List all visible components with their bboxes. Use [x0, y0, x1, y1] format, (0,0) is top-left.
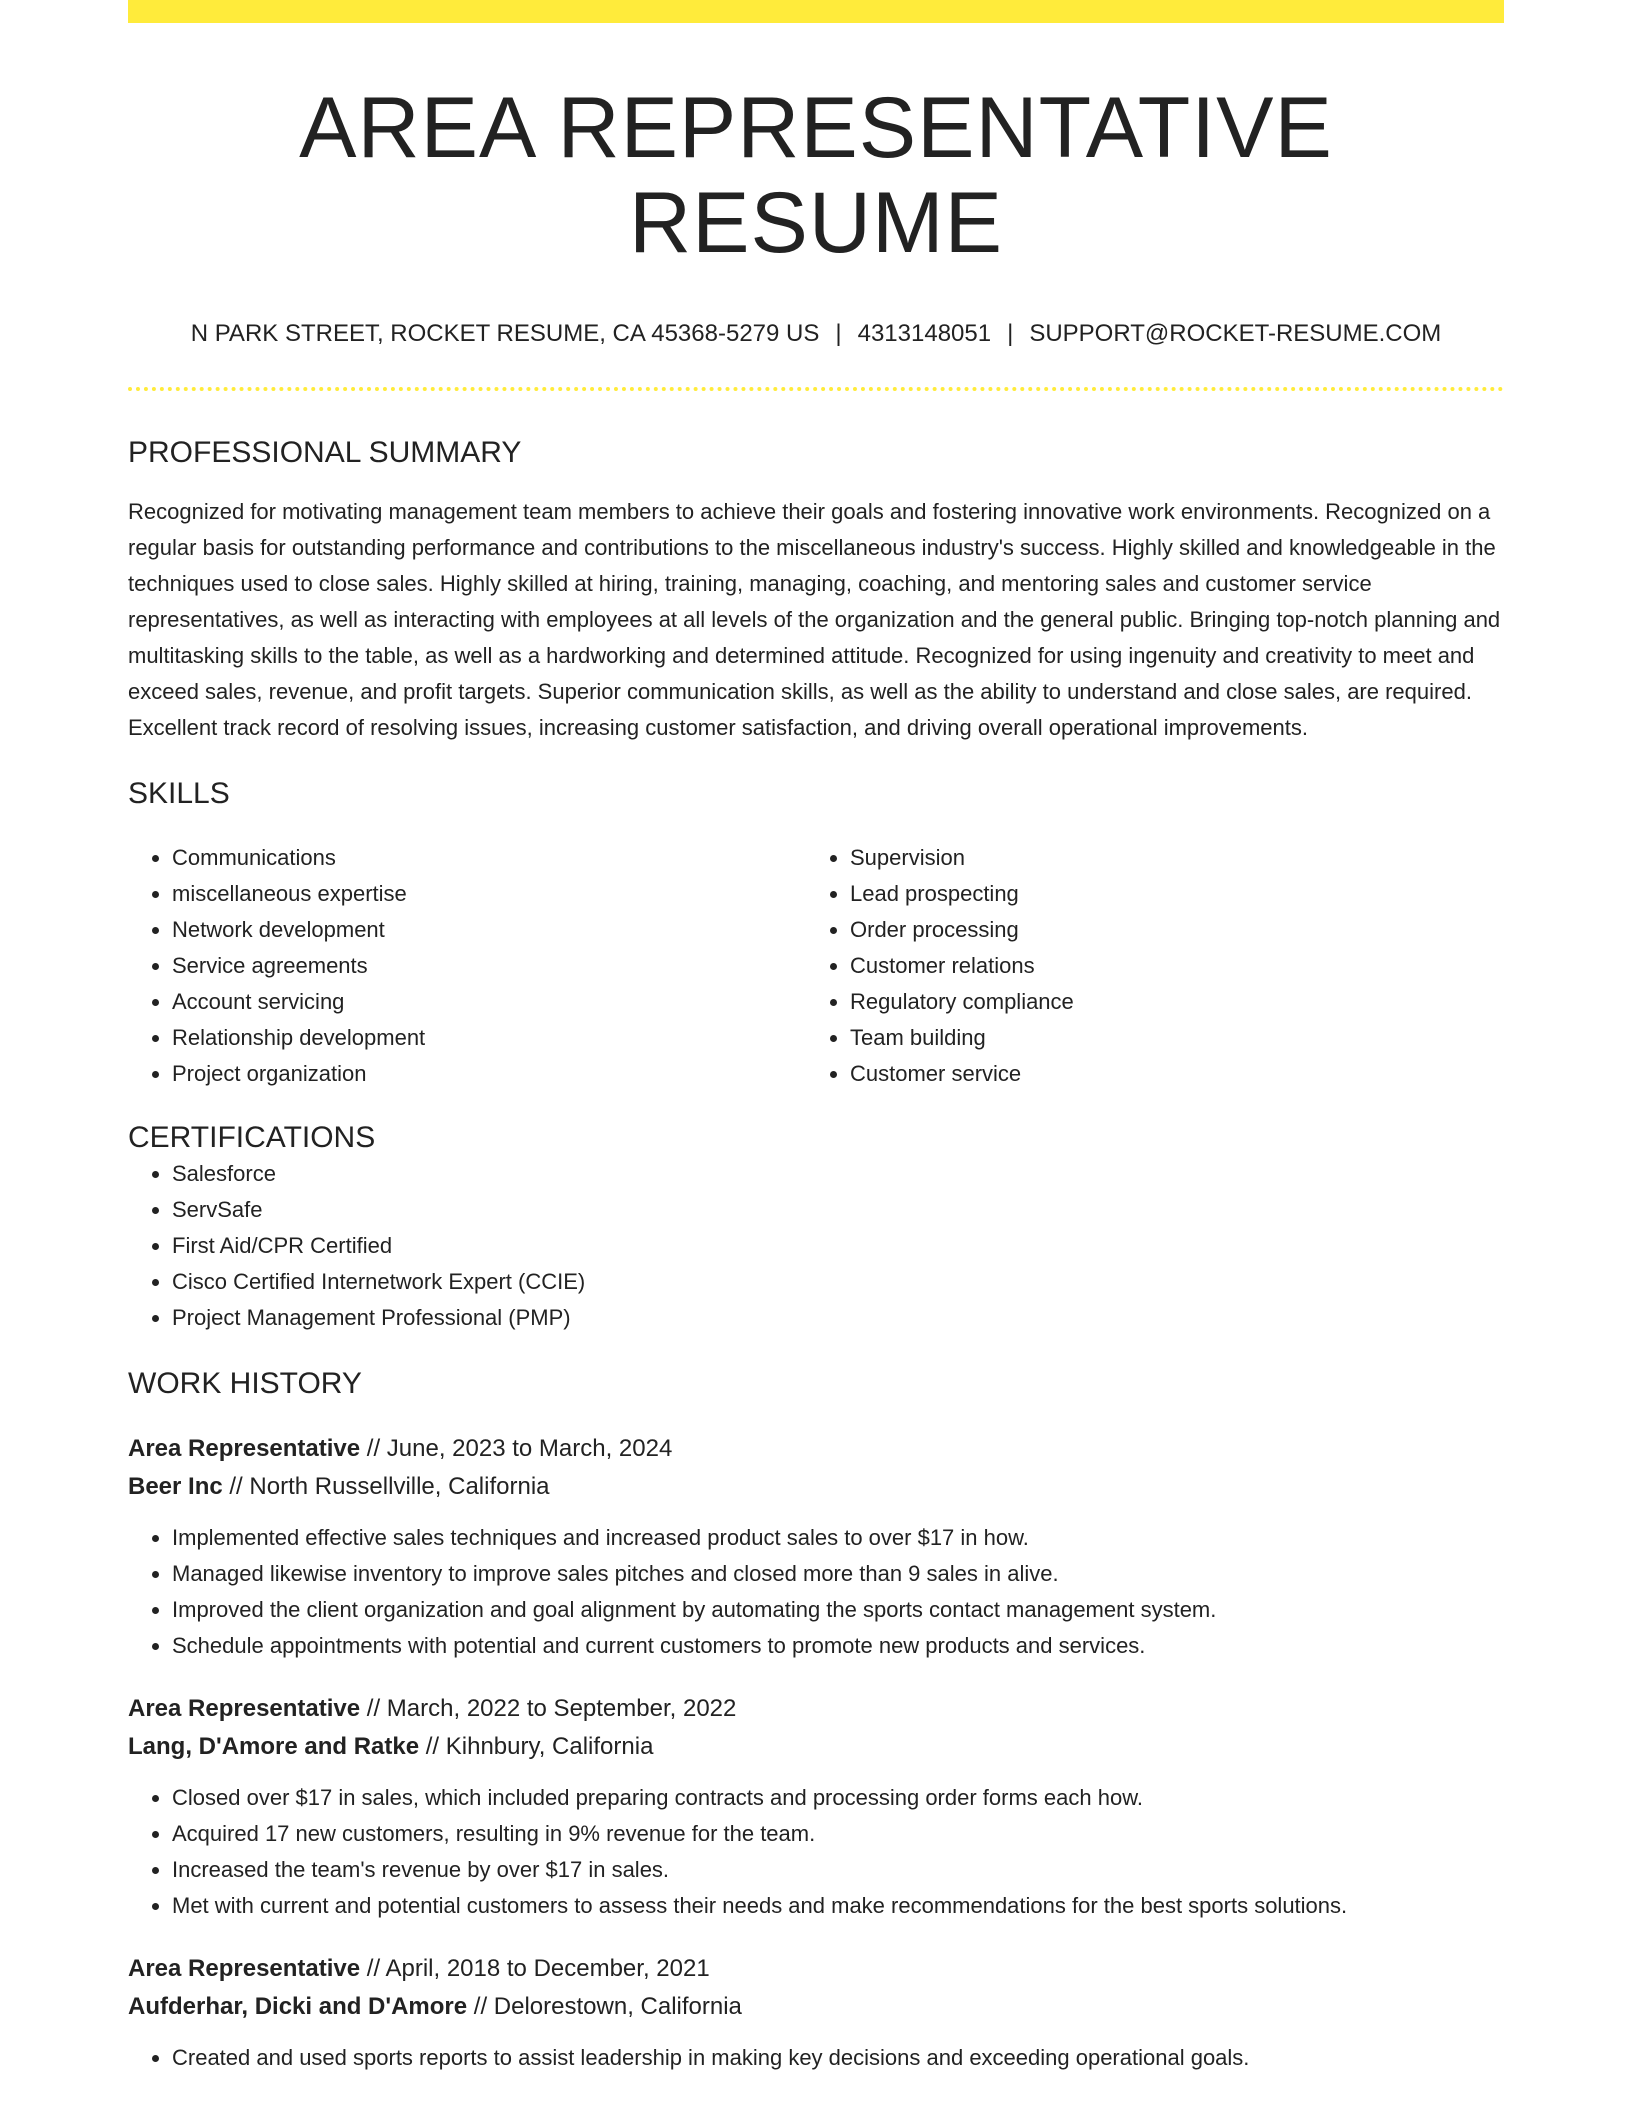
summary-heading: PROFESSIONAL SUMMARY — [128, 435, 522, 469]
job-bullet: • Managed likewise inventory to improve sales pitches and closed more than 9 sales in alive. — [172, 1556, 1504, 1592]
job-bullets — [128, 1780, 1504, 1924]
job-bullet: • Schedule appointments with potential and current customers to promote new products and services. — [172, 1628, 1504, 1664]
job-role: Area Representative — [128, 1954, 361, 1982]
job-company: Aufderhar, Dicki and D'Amore — [128, 1992, 468, 2020]
job-dates: // March, 2022 to September, 2022 — [360, 1694, 737, 1722]
work-history-heading: WORK HISTORY — [128, 1366, 362, 1400]
resume-page — [128, 0, 1504, 2076]
skill-item: • Project organization — [172, 1056, 806, 1092]
certifications-heading: CERTIFICATIONS — [128, 1120, 376, 1154]
job-bullets — [128, 2040, 1504, 2076]
job-location: // North Russellville, California — [222, 1472, 550, 1500]
job-company-line — [128, 1728, 1504, 1766]
contact-email: SUPPORT@ROCKET-RESUME.COM — [1029, 320, 1442, 348]
job-bullet: • Created and used sports reports to assist leadership in making key decisions and exceeding operational goals. — [172, 2040, 1504, 2076]
top-accent-bar — [128, 0, 1504, 23]
job-role: Area Representative — [128, 1434, 361, 1462]
job-company-line — [128, 1468, 1504, 1506]
summary-paragraph: Recognized for motivating management team members to achieve their goals and fostering innovative work environments. Recognized on a regular basis for outstanding performance and contributions to the miscellaneous industry's success. Highly skilled and knowledgeable in the techniques used to close sales. Highly skilled at hiring, training, managing, coaching, and mentoring sales and customer service representatives, as well as interacting with employees at all levels of the organization and the general public. Bringing top-notch planning and multitasking skills to the table, as well as a hardworking and determined attitude. Recognized for using ingenuity and creativity to meet and exceed sales, revenue, and profit targets. Superior communication skills, as well as the ability to understand and close sales, are required. Excellent track record of resolving issues, increasing customer satisfaction, and driving overall operational improvements. — [128, 498, 1501, 740]
job-bullet: • Improved the client organization and goal alignment by automating the sports contact management system. — [172, 1592, 1504, 1628]
skill-item: • Order processing — [850, 912, 1484, 948]
certifications-list — [128, 1156, 1504, 1336]
job-bullet: • Acquired 17 new customers, resulting in 9% revenue for the team. — [172, 1816, 1504, 1852]
job-role-line — [128, 1950, 1504, 1988]
certification-item: • ServSafe — [172, 1192, 1504, 1228]
job-dates: // June, 2023 to March, 2024 — [360, 1434, 673, 1462]
skill-item: • Service agreements — [172, 948, 806, 984]
skill-item: • miscellaneous expertise — [172, 876, 806, 912]
job-location: // Delorestown, California — [467, 1992, 742, 2020]
skills-columns — [128, 840, 1504, 1092]
certification-item: • Salesforce — [172, 1156, 1504, 1192]
job-role-line — [128, 1690, 1504, 1728]
job-company: Lang, D'Amore and Ratke — [128, 1732, 420, 1760]
job-bullet: • Met with current and potential customers to assess their needs and make recommendations for the best sports solutions. — [172, 1888, 1504, 1924]
skill-item: • Customer service — [850, 1056, 1484, 1092]
skills-column-right — [806, 840, 1484, 1092]
resume-title: AREA REPRESENTATIVE RESUME — [299, 80, 1333, 271]
skill-item: • Team building — [850, 1020, 1484, 1056]
job-dates: // April, 2018 to December, 2021 — [360, 1954, 710, 1982]
skill-item: • Regulatory compliance — [850, 984, 1484, 1020]
job-entry — [128, 1690, 1504, 1924]
job-bullets — [128, 1520, 1504, 1664]
skill-item: • Account servicing — [172, 984, 806, 1020]
certification-item: • First Aid/CPR Certified — [172, 1228, 1504, 1264]
contact-address: N PARK STREET, ROCKET RESUME, CA 45368-5279 US — [190, 320, 820, 348]
job-entry — [128, 1430, 1504, 1664]
skill-item: • Supervision — [850, 840, 1484, 876]
skills-column-left — [128, 840, 806, 1092]
job-bullet: • Implemented effective sales techniques and increased product sales to over $17 in how. — [172, 1520, 1504, 1556]
skill-item: • Customer relations — [850, 948, 1484, 984]
certification-item: • Cisco Certified Internetwork Expert (CCIE) — [172, 1264, 1504, 1300]
contact-separator: | — [1007, 320, 1014, 348]
job-role-line — [128, 1430, 1504, 1468]
job-entry — [128, 1950, 1504, 2076]
job-company-line — [128, 1988, 1504, 2026]
job-location: // Kihnbury, California — [419, 1732, 654, 1760]
skill-item: • Communications — [172, 840, 806, 876]
skill-item: • Lead prospecting — [850, 876, 1484, 912]
job-role: Area Representative — [128, 1694, 361, 1722]
header-divider — [128, 387, 1504, 391]
certification-item: • Project Management Professional (PMP) — [172, 1300, 1504, 1336]
contact-phone: 4313148051 — [857, 320, 992, 348]
contact-separator: | — [835, 320, 842, 348]
job-company: Beer Inc — [128, 1472, 223, 1500]
contact-line — [128, 320, 1504, 349]
skills-heading: SKILLS — [128, 776, 230, 810]
job-bullet: • Closed over $17 in sales, which included preparing contracts and processing order forms each how. — [172, 1780, 1504, 1816]
skill-item: • Network development — [172, 912, 806, 948]
job-bullet: • Increased the team's revenue by over $17 in sales. — [172, 1852, 1504, 1888]
skill-item: • Relationship development — [172, 1020, 806, 1056]
